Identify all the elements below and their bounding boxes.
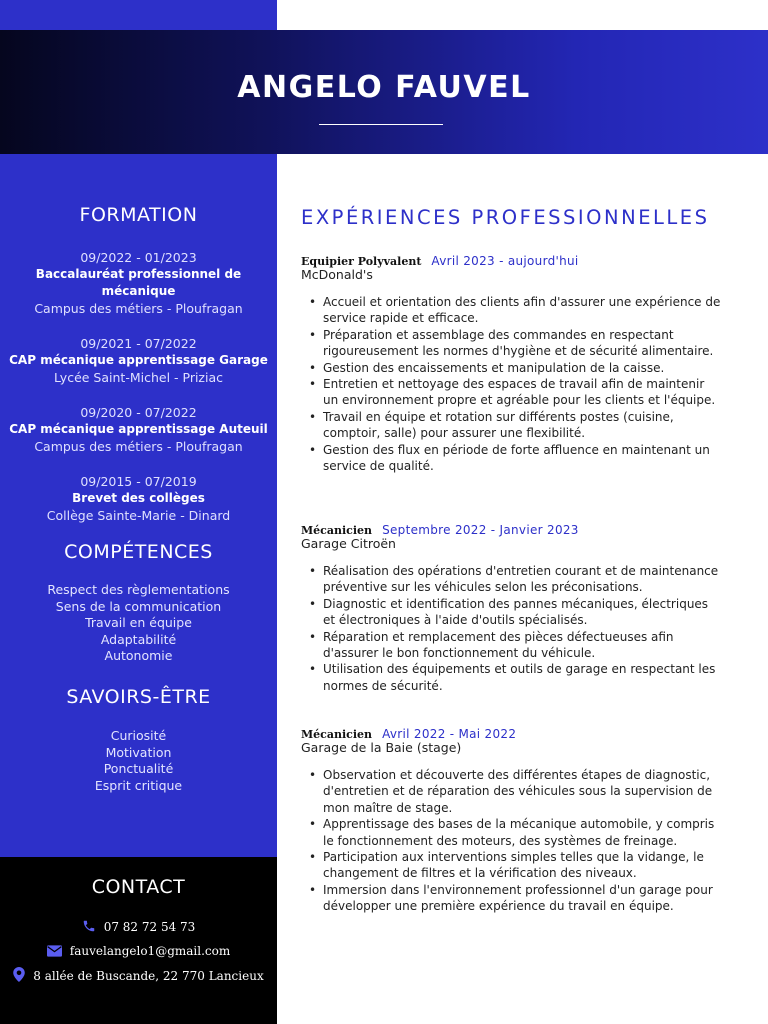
job-task: • Préparation et assemblage des commandes en respectant rigoureusement les normes d'hygiène et de sécurité alimentaire. bbox=[301, 327, 721, 360]
job-date: Avril 2023 - aujourd'hui bbox=[431, 254, 579, 268]
formation-date: 09/2022 - 01/2023 bbox=[80, 250, 197, 265]
job-task: • Diagnostic et identification des pannes mécaniques, électriques et électroniques à l'aide d'outils spécialisés. bbox=[301, 596, 721, 629]
job-task: • Réalisation des opérations d'entretien courant et de maintenance préventive sur les véhicules selon les préconisations. bbox=[301, 563, 721, 596]
job-role: Equipier Polyvalent bbox=[301, 255, 422, 268]
location-pin-icon bbox=[13, 967, 25, 982]
formation-school: Collège Sainte-Marie - Dinard bbox=[46, 508, 231, 523]
job-task: • Utilisation des équipements et outils de garage en respectant les normes de sécurité. bbox=[301, 661, 721, 694]
name-underline bbox=[319, 124, 443, 125]
job-task: • Observation et découverte des différentes étapes de diagnostic, d'entretien et de réparation des véhicules sous la supervision de mon maître de stage. bbox=[301, 767, 721, 816]
competence-item: Adaptabilité bbox=[100, 631, 177, 647]
job-date: Septembre 2022 - Janvier 2023 bbox=[382, 523, 579, 537]
formation-degree: CAP mécanique apprentissage Garage bbox=[9, 353, 268, 367]
contact-address bbox=[0, 967, 277, 983]
job-tasks bbox=[301, 294, 721, 474]
job-task: • Gestion des flux en période de forte affluence en maintenant un service de qualité. bbox=[301, 442, 721, 475]
job-task: • Réparation et remplacement des pièces défectueuses afin d'assurer le bon fonctionnement du véhicule. bbox=[301, 629, 721, 662]
candidate-name: ANGELO FAUVEL bbox=[237, 70, 531, 105]
formation-school: Campus des métiers - Ploufragan bbox=[34, 439, 243, 454]
job-role: Mécanicien bbox=[301, 728, 373, 741]
contact-email[interactable] bbox=[0, 944, 277, 958]
job-entry bbox=[301, 723, 721, 915]
job-company: Garage Citroën bbox=[301, 536, 396, 551]
job-tasks bbox=[301, 563, 721, 694]
job-header bbox=[301, 519, 721, 535]
postal-address: 8 allée de Buscande, 22 770 Lancieux bbox=[33, 969, 264, 983]
formation-degree: CAP mécanique apprentissage Auteuil bbox=[9, 422, 268, 436]
job-role: Mécanicien bbox=[301, 524, 373, 537]
formation-entry bbox=[0, 404, 277, 455]
job-task: • Gestion des encaissements et manipulation de la caisse. bbox=[301, 360, 721, 376]
savoir-item: Ponctualité bbox=[103, 761, 174, 776]
job-header bbox=[301, 250, 721, 266]
job-task: • Entretien et nettoyage des espaces de travail afin de maintenir un environnement propre et agréable pour les clients et l'équipe. bbox=[301, 376, 721, 409]
formation-school: Campus des métiers - Ploufragan bbox=[34, 301, 243, 316]
competences-title: COMPÉTENCES bbox=[64, 541, 213, 563]
job-tasks bbox=[301, 767, 721, 915]
competence-item: Respect des règlementations bbox=[47, 582, 230, 597]
contact-title: CONTACT bbox=[91, 876, 186, 898]
formation-date: 09/2015 - 07/2019 bbox=[80, 474, 197, 489]
job-task: • Travail en équipe et rotation sur différents postes (cuisine, comptoir, salle) pour assurer une flexibilité. bbox=[301, 409, 721, 442]
competence-item: Sens de la communication bbox=[55, 598, 222, 614]
competence-item: Travail en équipe bbox=[85, 615, 192, 630]
experiences-title: EXPÉRIENCES PROFESSIONNELLES bbox=[301, 206, 710, 229]
formation-list bbox=[0, 249, 277, 542]
contact-phone[interactable] bbox=[0, 919, 277, 934]
phone-icon bbox=[82, 919, 96, 933]
formation-date: 09/2021 - 07/2022 bbox=[80, 336, 197, 351]
savoirs-list bbox=[0, 728, 277, 794]
email-icon bbox=[47, 945, 62, 957]
phone-number: 07 82 72 54 73 bbox=[103, 920, 196, 934]
formation-degree: Baccalauréat professionnel de mécanique bbox=[35, 267, 242, 298]
job-company: Garage de la Baie (stage) bbox=[301, 740, 462, 755]
formation-school: Lycée Saint-Michel - Priziac bbox=[53, 370, 223, 385]
formation-entry bbox=[0, 335, 277, 386]
savoir-item: Esprit critique bbox=[94, 777, 183, 793]
formation-entry bbox=[0, 249, 277, 317]
job-date: Avril 2022 - Mai 2022 bbox=[382, 727, 517, 741]
savoirs-title: SAVOIRS-ÊTRE bbox=[66, 686, 211, 708]
formation-date: 09/2020 - 07/2022 bbox=[80, 405, 197, 420]
job-task: • Apprentissage des bases de la mécanique automobile, y compris le fonctionnement des moteurs, des systèmes de freinage. bbox=[301, 816, 721, 849]
job-company: McDonald's bbox=[301, 267, 373, 282]
email-address: fauvelangelo1@gmail.com bbox=[69, 944, 231, 958]
job-entry bbox=[301, 519, 721, 694]
formation-degree: Brevet des collèges bbox=[72, 491, 205, 505]
job-task: • Accueil et orientation des clients afin d'assurer une expérience de service rapide et efficace. bbox=[301, 294, 721, 327]
competence-item: Autonomie bbox=[104, 648, 173, 663]
job-header bbox=[301, 723, 721, 739]
savoir-item: Curiosité bbox=[110, 728, 167, 743]
job-entry bbox=[301, 250, 721, 474]
formation-title: FORMATION bbox=[79, 204, 198, 226]
competences-list bbox=[0, 582, 277, 665]
job-task: • Immersion dans l'environnement professionnel d'un garage pour développer une première expérience du travail en équipe. bbox=[301, 882, 721, 915]
formation-entry bbox=[0, 473, 277, 524]
job-task: • Participation aux interventions simples telles que la vidange, le changement de filtres et la vérification des niveaux. bbox=[301, 849, 721, 882]
savoir-item: Motivation bbox=[105, 744, 172, 760]
